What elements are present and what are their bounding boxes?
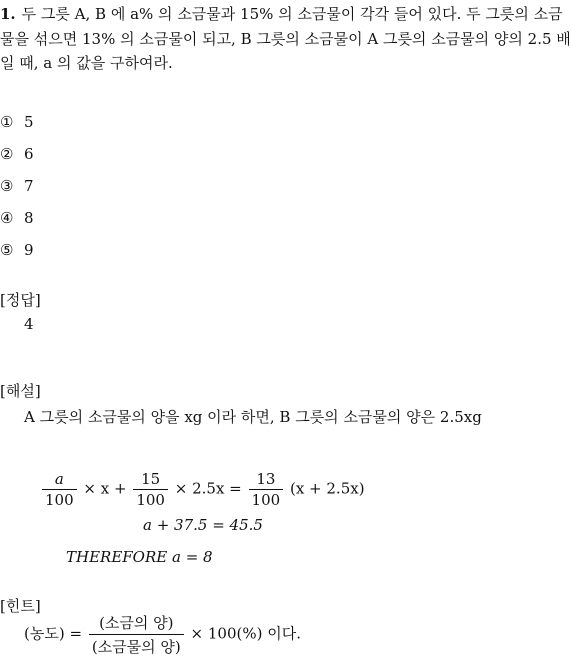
choice-3[interactable] (0, 177, 34, 195)
question-text (0, 2, 571, 76)
question-body: 두 그릇 A, B 에 a% 의 소금물과 15% 의 소금물이 각각 들어 있다. 두 그릇의 소금물을 섞으면 13% 의 소금물이 되고, B 그릇의 소금물이 A 그릇의 소금물의 양의 2.5 배일 때, a 의 값을 구하여라. (0, 5, 571, 72)
hint-lhs: (농도) = (24, 624, 83, 643)
choice-marker: ④ (0, 209, 14, 227)
hint-formula (24, 612, 301, 657)
equation-text: × 2.5x = (174, 479, 242, 498)
question-number: 1. (0, 5, 16, 23)
choice-2[interactable] (0, 145, 34, 163)
equation-text: (x + 2.5x) (289, 479, 365, 498)
fraction: $\frac{13}{100}$ (249, 470, 284, 509)
choice-value: 9 (24, 241, 34, 259)
hint-rhs: × 100(%) 이다. (190, 624, 301, 643)
fraction: $\frac{\text{(소금의 양)}}{\text{(소금물의 양)}}$ (89, 612, 184, 657)
choice-marker: ③ (0, 177, 14, 195)
choice-marker: ⑤ (0, 241, 14, 259)
choice-5[interactable] (0, 241, 34, 259)
choice-value: 6 (24, 145, 34, 163)
explanation-label: [해설] (0, 382, 41, 400)
equation-1 (40, 470, 365, 509)
explanation-intro: A 그릇의 소금물의 양을 xg 이라 하면, B 그릇의 소금물의 양은 2.5xg (24, 408, 482, 426)
choice-4[interactable] (0, 209, 34, 227)
choice-marker: ② (0, 145, 14, 163)
equation-3: THEREFORE a = 8 (66, 548, 213, 566)
answer-value: 4 (24, 315, 34, 333)
choice-1[interactable] (0, 113, 34, 131)
fraction: $\frac{15}{100}$ (133, 470, 168, 509)
hint-label: [힌트] (0, 597, 41, 615)
fraction: $\frac{a}{100}$ (42, 470, 77, 509)
choice-value: 7 (24, 177, 34, 195)
equation-text: × x + (83, 479, 127, 498)
choice-value: 5 (24, 113, 34, 131)
choice-marker: ① (0, 113, 14, 131)
equation-2: a + 37.5 = 45.5 (143, 516, 263, 534)
answer-label: [정답] (0, 291, 41, 309)
choice-value: 8 (24, 209, 34, 227)
